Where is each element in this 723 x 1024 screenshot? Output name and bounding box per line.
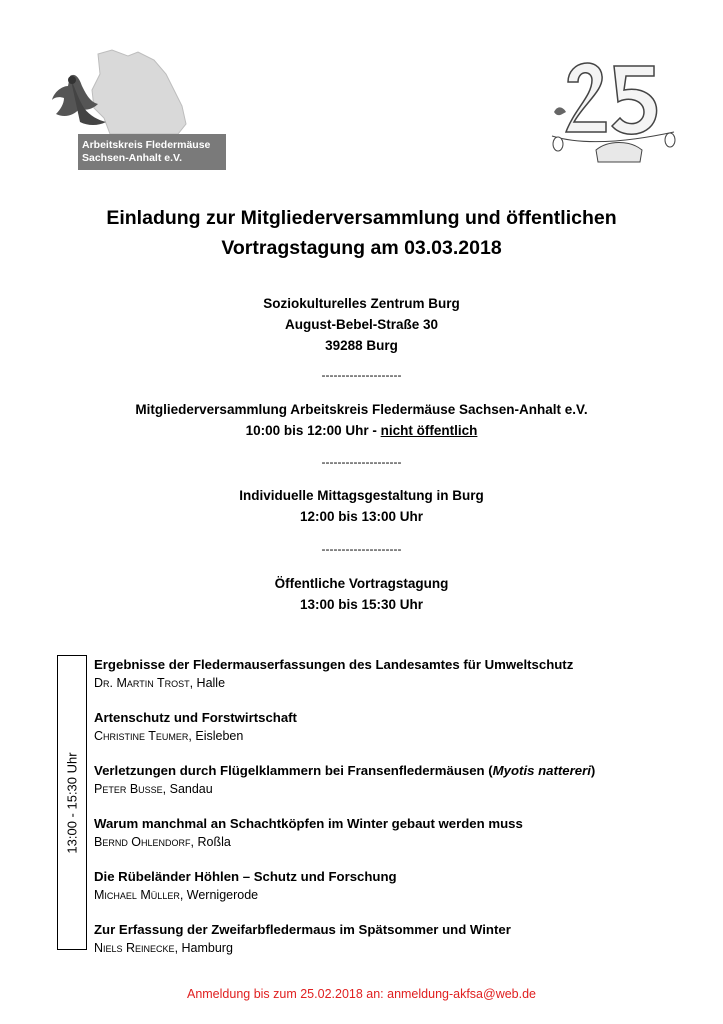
- talk-place: , Eisleben: [188, 729, 244, 743]
- meeting-time: 10:00 bis 12:00 Uhr: [245, 423, 369, 438]
- logo-line-1: Arbeitskreis Fledermäuse: [82, 139, 211, 151]
- talk-title: Zur Erfassung der Zweifarbfledermaus im Spätsommer und Winter: [94, 922, 511, 937]
- meeting-time-line: [0, 420, 723, 441]
- talk-speaker-line: [94, 939, 694, 957]
- talk-place: , Wernigerode: [179, 888, 259, 902]
- separator: --------------------: [321, 542, 402, 556]
- list-item: [94, 921, 694, 974]
- association-logo: [50, 46, 226, 170]
- lunch-section: [0, 485, 723, 527]
- public-time: 13:00 bis 15:30 Uhr: [299, 597, 424, 612]
- list-item: [94, 709, 694, 762]
- meeting-section: [0, 399, 723, 441]
- list-item: [94, 656, 694, 709]
- logo-text-box: [78, 134, 226, 170]
- talk-speaker: Dr. Martin Trost: [94, 676, 190, 690]
- registration-note: Anmeldung bis zum 25.02.2018 an: anmeldung-akfsa@web.de: [186, 987, 537, 1001]
- talk-place: , Roßla: [190, 835, 231, 849]
- talk-title: [94, 762, 694, 780]
- list-item: [94, 762, 694, 815]
- venue-street: August-Bebel-Straße 30: [284, 317, 439, 332]
- separator: --------------------: [321, 455, 402, 469]
- public-title: Öffentliche Vortragstagung: [274, 576, 449, 591]
- talk-speaker-line: [94, 727, 694, 745]
- talk-speaker: Peter Busse: [94, 782, 163, 796]
- timeslot-label: 13:00 - 15:30 Uhr: [64, 751, 80, 854]
- venue-address: [0, 293, 723, 356]
- talk-speaker: Niels Reinecke: [94, 941, 175, 955]
- talk-title-end: ): [590, 763, 596, 778]
- title-line-1: Einladung zur Mitgliederversammlung und öffentlichen: [106, 207, 617, 229]
- lunch-title: Individuelle Mittagsgestaltung in Burg: [239, 488, 484, 503]
- talk-title: Die Rübeländer Höhlen – Schutz und Forschung: [94, 869, 397, 884]
- logo-line-2: Sachsen-Anhalt e.V.: [82, 152, 182, 164]
- list-item: [94, 868, 694, 921]
- list-item: [94, 815, 694, 868]
- talk-speaker-line: [94, 833, 694, 851]
- talk-title-main: Verletzungen durch Flügelklammern bei Fransenfledermäusen (: [94, 763, 493, 778]
- lunch-time: 12:00 bis 13:00 Uhr: [299, 509, 424, 524]
- talk-speaker-line: [94, 674, 694, 692]
- venue-city: 39288 Burg: [325, 338, 398, 353]
- talk-list: [94, 656, 694, 974]
- title-line-2: Vortragstagung am 03.03.2018: [221, 237, 502, 259]
- meeting-note: nicht öffentlich: [380, 423, 478, 438]
- meeting-dash: -: [368, 423, 381, 438]
- page-title: [0, 203, 723, 263]
- talk-speaker: Bernd Ohlendorf: [94, 835, 191, 849]
- talk-title: Artenschutz und Forstwirtschaft: [94, 710, 297, 725]
- talk-place: , Halle: [189, 676, 226, 690]
- public-section: [0, 573, 723, 615]
- anniversary-25-icon: [548, 52, 678, 170]
- talk-speaker-line: [94, 780, 694, 798]
- meeting-title: Mitgliederversammlung Arbeitskreis Fledermäuse Sachsen-Anhalt e.V.: [135, 402, 588, 417]
- talk-speaker-line: [94, 886, 694, 904]
- talk-speaker: Christine Teumer: [94, 729, 189, 743]
- timeslot-box: [57, 655, 87, 950]
- talk-place: , Hamburg: [174, 941, 233, 955]
- separator: --------------------: [321, 368, 402, 382]
- talk-title-species: Myotis nattereri: [492, 763, 591, 778]
- venue-name: Soziokulturelles Zentrum Burg: [263, 296, 460, 311]
- talk-speaker: Michael Müller: [94, 888, 180, 902]
- talk-title: Warum manchmal an Schachtköpfen im Winter gebaut werden muss: [94, 816, 523, 831]
- talk-place: , Sandau: [162, 782, 213, 796]
- talk-title: Ergebnisse der Fledermauserfassungen des Landesamtes für Umweltschutz: [94, 657, 574, 672]
